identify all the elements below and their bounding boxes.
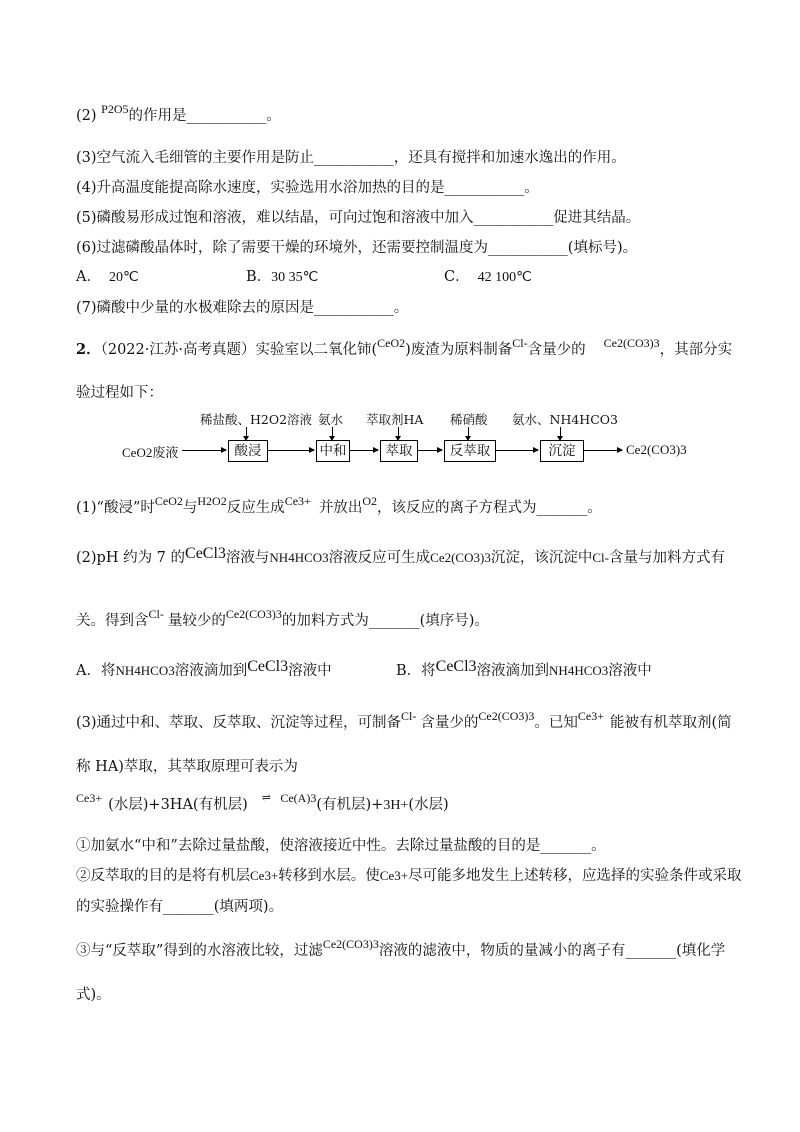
flow-box-back-extract: 反萃取: [444, 440, 496, 462]
q2-sub-2-line-2: 的实验操作有_______(填两项)。: [76, 899, 284, 915]
chloride-formula: Cl-: [148, 607, 164, 621]
q2-part-3-line-2: 称 HA)萃取，其萃取原理可表示为: [76, 759, 298, 775]
product-formula: Ce2(CO3)3: [478, 709, 535, 723]
option-b: B．30 35℃: [246, 269, 319, 285]
chloride-formula: Cl-: [592, 550, 609, 565]
flow-arrow: [268, 450, 314, 451]
option-c: C． 42 100℃: [444, 269, 532, 285]
q2-part-1: (1)“酸浸”时$^{CeO2}$与$^{H2O2}$反应生成$^{Ce3+}$ 并放出$^{O2}$，该反应的离子方程式为_______。: [76, 494, 602, 516]
flow-arrow-down: [468, 427, 469, 439]
q2-sub-2-line-1: ②反萃取的目的是将有机层Ce3+转移到水层。使Ce3+尽可能多地发生上述转移，应选择的实验条件或采取: [76, 868, 742, 884]
flow-arrow-down: [246, 427, 247, 439]
q1-line-6: (6)过滤磷酸晶体时，除了需要干燥的环境外，还需要控制温度为___________(填标号)。: [76, 240, 638, 256]
flow-end-label: Ce2(CO3)3: [626, 442, 687, 457]
flow-arrow: [418, 450, 442, 451]
flow-box-precipitate: 沉淀: [540, 440, 584, 462]
q2-sub-3-line-1: ③与“反萃取”得到的水溶液比较，过滤$^{Ce2(CO3)3}$溶液的滤液中，物质的量减小的离子有_______(填化学: [76, 937, 726, 959]
q1-line-5: (5)磷酸易形成过饱和溶液，难以结晶，可向过饱和溶液中加入___________促进其结晶。: [76, 210, 641, 226]
q2-header-line-2: 验过程如下：: [76, 385, 163, 401]
option-a: A．将NH4HCO3溶液滴加到CeCl3溶液中: [76, 658, 332, 679]
flow-box-extract: 萃取: [380, 440, 418, 462]
flow-arrow-down: [560, 427, 561, 439]
ceo2-formula: CeO2: [377, 336, 406, 350]
p2o5-formula: P2O5: [101, 102, 129, 116]
q2-part-2-line-1: (2)pH 约为 7 的CeCl3溶液与NH4HCO3溶液反应可生成Ce2(CO3)3沉淀，该沉淀中Cl-含量与加料方式有: [76, 545, 725, 566]
h2o2-formula: H2O2: [197, 494, 227, 508]
q1-line-3: (3)空气流入毛细管的主要作用是防止___________，还具有搅拌和加速水逸出的作用。: [76, 150, 626, 166]
extraction-equation: $^{Ce3+}$ (水层)+3HA(有机层) ⇌ $^{Ce(A)3}$(有机层)+3H+(水层): [76, 791, 449, 813]
flow-arrow: [584, 450, 622, 451]
q1-line-7: (7)磷酸中少量的水极难除去的原因是___________。: [76, 300, 409, 316]
option-a: A． 20℃: [76, 269, 139, 285]
flow-reagent-2: 氨水: [318, 412, 344, 427]
q1-line-2-text: 的作用是___________。: [128, 108, 281, 124]
chloride-formula: Cl-: [401, 709, 417, 723]
flow-arrow-down: [332, 427, 333, 439]
question-source: （2022·江苏·高考真题）: [100, 342, 256, 358]
flow-arrow-down: [398, 427, 399, 439]
flow-box-neutralize: 中和: [316, 440, 350, 462]
flow-arrow: [350, 450, 378, 451]
question-number: 2．: [76, 341, 101, 358]
flow-reagent-4: 稀硝酸: [450, 412, 488, 427]
h-ion: 3H+: [383, 798, 409, 813]
product-formula: Ce2(CO3)3: [430, 550, 491, 565]
ce3-ion: Ce3+: [76, 791, 103, 805]
q2-header: 2．（2022·江苏·高考真题）实验室以二氧化铈($^{CeO2}$)废渣为原料制备$^{Cl-}$含量少的 $^{Ce2(CO3)3}$，其部分实: [76, 336, 733, 358]
q2-part-3-line-1: (3)通过中和、萃取、反萃取、沉淀等过程，可制备$^{Cl-}$ 含量少的$^{Ce2(CO3)3}$。已知$^{Ce3+}$ 能被有机萃取剂(简: [76, 709, 732, 731]
nh4hco3-formula: NH4HCO3: [269, 550, 329, 565]
q1-line-4: (4)升高温度能提高除水速度，实验选用水浴加热的目的是___________。: [76, 180, 539, 196]
flow-start-label: CeO2废液: [122, 445, 179, 460]
ce3-ion: Ce3+: [577, 709, 604, 723]
flow-box-acid-leach: 酸浸: [228, 440, 268, 462]
flow-arrow: [496, 450, 538, 451]
ce3-ion: Ce3+: [379, 868, 409, 883]
equilibrium-arrow-icon: ⇌: [261, 791, 271, 804]
q2-sub-1: ①加氨水“中和”去除过量盐酸，使溶液接近中性。去除过量盐酸的目的是_______。: [76, 838, 606, 854]
ceo2-formula: CeO2: [154, 494, 183, 508]
flow-reagent-1: 稀盐酸、H2O2溶液: [200, 412, 313, 427]
option-b: B．将CeCl3溶液滴加到NH4HCO3溶液中: [396, 658, 652, 679]
flow-arrow: [182, 450, 226, 451]
product-formula: Ce2(CO3)3: [322, 937, 379, 951]
o2-formula: O2: [362, 494, 377, 508]
flow-reagent-3: 萃取剂HA: [366, 412, 424, 427]
ce-a3-formula: Ce(A)3: [280, 791, 317, 805]
product-formula: Ce2(CO3)3: [225, 607, 282, 621]
q1-line-2-label: (2): [76, 108, 102, 124]
product-formula: Ce2(CO3)3: [603, 336, 660, 350]
flow-reagent-5: 氨水、NH4HCO3: [512, 412, 618, 427]
q1-line-2: [76, 102, 281, 126]
q2-sub-3-line-2: 式)。: [76, 987, 111, 1003]
process-flowchart: [120, 410, 720, 472]
chloride-formula: Cl-: [512, 336, 528, 350]
cecl3-formula: CeCl3: [185, 545, 226, 562]
ce3-ion: Ce3+: [284, 494, 311, 508]
q2-part-2-line-2: 关。得到含$^{Cl-}$ 量较少的$^{Ce2(CO3)3}$的加料方式为_______(填序号)。: [76, 607, 489, 629]
ce3-ion: Ce3+: [250, 868, 279, 883]
